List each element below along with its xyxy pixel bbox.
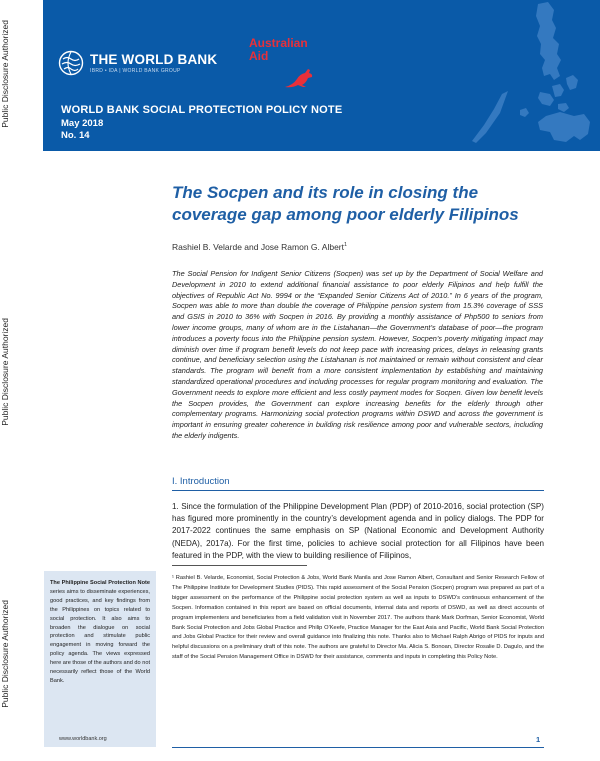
footer-url-link[interactable]: www.worldbank.org — [59, 736, 107, 742]
footer-divider — [172, 747, 544, 748]
note-date: May 2018 — [61, 118, 104, 129]
world-bank-logo[interactable] — [58, 50, 217, 76]
footnote-1: ¹ Rashiel B. Velarde, Economist, Social Protection & Jobs, World Bank Manila and Jose Ramon Albert, Consultant and Senior Research Fellow of The Philippine Institute for Development Studies (PIDS). This rapid assessment of the Social Pension (Socpen) program was prepared as part of a bigger assessment on the performance of the Philippine social protection system as well as inputs to DSWD’s continuous enhancement of the Socpen. Information contained in this report are based on official documents, internal data and reports of DSWD, as well as direct accounts of program implementers and beneficiaries from a field validation visit in November 2017. The authors thank Mark Dorfman, Senior Economist, World Bank Social Protection and Jobs Global Practice and Philip O’Keefe, Practice Manager for the East Asia and Pacific, World Bank Social Protection and Jobs Global Practice for their review and overall guidance into finalizing this note. Thanks also to Michael Ralph Abrigo of PIDS for inputs and helpful discussions on a preliminary draft of this note. The authors are grateful to Director Ma. Alicia S. Bonoan, Director Rosalie D. Dagulo, and the staff of the Social Pension Management Office in DSWD for their assistance, comments and inputs in completing this Policy Note. — [172, 575, 544, 661]
header-banner — [43, 0, 600, 151]
australian-aid-line1: Australian — [249, 36, 308, 50]
author-footnote-mark[interactable]: 1 — [343, 242, 348, 249]
philippines-map-graphic — [370, 0, 600, 151]
series-info-box — [44, 571, 156, 747]
world-bank-name: THE WORLD BANK — [90, 52, 218, 67]
abstract: The Social Pension for Indigent Senior Citizens (Socpen) was set up by the Department of Social Welfare and Development in 2010 to extend additional financial assistance to poor elderly Filipinos and help fulfill the objectives of Republic Act No. 9994 or the “Expanded Senior Citizens Act of 2010.” In 6 years of the program, Socpen was able to more than double the coverage of Philippine pension system from 15.3% coverage of SSS and GSIS in 2010 to 36% with Socpen in 2016. By providing a monthly assistance of Php500 to seniors from lower income groups, many of whom are in the Listahanan—the Government’s database of poor—the program introduces a poverty focus into the Philippine pension system. However, Socpen’s poverty mitigating impact may diminish over time if program benefit levels do not keep pace with increasing prices, delays in releasing grants continue, and beneficiary selection using the Listahanan is not maintained or remain without consistent and clear standards. The program will benefit from a more consistent implementation by establishing and maintaining standardized operational procedures and including processes for regular program monitoring and evaluation. The Government needs to explore more efficient and less costly payment modes for Socpen. Given low benefit levels the Socpen provides, the Government can explore increasing benefits for the elderly through other complementary programs. Harmonizing social protection programs within DSWD and across the government is important in ensuring greater coherence in building risk resilience among poor and vulnerable sectors, including the elderly indigents. — [172, 269, 543, 440]
intro-paragraph-1: 1. Since the formulation of the Philippine Development Plan (PDP) of 2010-2016, social protection (SP) has figured more prominently in the country’s development agenda and in policy dialogs. The PDP for 2017-2022 continues the same emphasis on SP (National Economic and Development Authority (NEDA), 2017a). For the first time, policies to achieve social protection for all Filipinos have been featured in the PDP, with the view to building resilience of Filipinos, — [172, 502, 544, 560]
author-names: Rashiel B. Velarde and Jose Ramon G. Albert — [172, 242, 344, 252]
disclosure-label-middle: Public Disclosure Authorized — [0, 318, 10, 426]
globe-icon — [58, 50, 84, 76]
title-line-2: coverage gap among poor elderly Filipinos — [172, 205, 519, 224]
series-title: WORLD BANK SOCIAL PROTECTION POLICY NOTE — [61, 104, 343, 116]
world-bank-subtitle: IBRD • IDA | WORLD BANK GROUP — [90, 68, 181, 74]
disclosure-label-top: Public Disclosure Authorized — [0, 20, 10, 128]
australian-aid-logo[interactable] — [249, 37, 308, 63]
page-number: 1 — [536, 735, 541, 744]
footnote-divider — [172, 565, 307, 566]
title-line-1: The Socpen and its role in closing the — [172, 183, 479, 202]
disclosure-label-lower: Public Disclosure Authorized — [0, 600, 10, 708]
note-number: No. 14 — [61, 130, 90, 141]
series-info-lead: The Philippine Social Protection Note — [50, 580, 150, 586]
series-info-text: series aims to disseminate experiences, good practices, and key findings from the Philippines on topics related to social protection. It also aims to broaden the dialogue on social protection and stimulate public engagement in moving forward the policy agenda. The views expressed here are those of the authors and do not necessarily reflect those of the World Bank. — [50, 588, 150, 684]
section-heading-introduction: I. Introduction — [172, 476, 230, 487]
section-divider — [172, 490, 544, 491]
document-title — [172, 182, 572, 226]
authors — [172, 242, 347, 252]
kangaroo-icon — [283, 67, 315, 89]
australian-aid-line2: Aid — [249, 49, 269, 63]
